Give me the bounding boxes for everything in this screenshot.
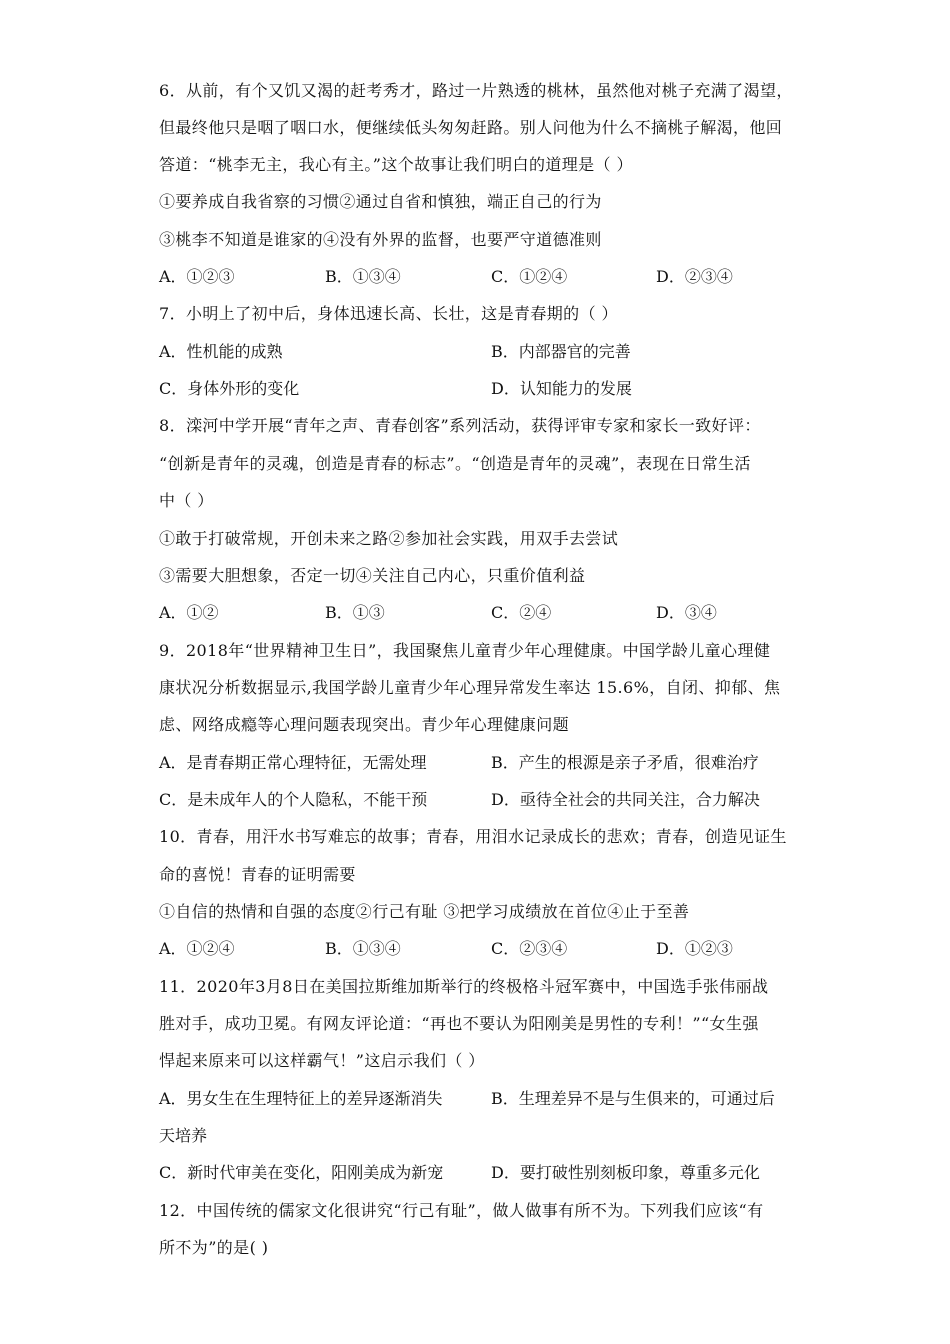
question-8-option-d[interactable]: D．③④	[656, 603, 717, 622]
question-6-statement-2: ③桃李不知道是谁家的④没有外界的监督，也要严守道德准则	[159, 230, 602, 249]
question-10-option-a[interactable]: A．①②④	[159, 939, 235, 958]
question-11-option-c[interactable]: C．新时代审美在变化，阳刚美成为新宠	[159, 1163, 444, 1182]
question-8-option-b[interactable]: B．①③	[325, 603, 385, 622]
question-9-option-c[interactable]: C．是未成年人的个人隐私，不能干预	[159, 790, 428, 809]
question-7-option-b[interactable]: B．内部器官的完善	[491, 342, 631, 361]
question-10-line-1: 10．青春，用汗水书写难忘的故事；青春，用泪水记录成长的悲欢；青春，创造见证生	[159, 827, 787, 846]
question-10-line-2: 命的喜悦！青春的证明需要	[159, 865, 356, 884]
question-11-option-a[interactable]: A．男女生在生理特征上的差异逐渐消失	[159, 1089, 443, 1108]
question-8-statement-2: ③需要大胆想象，否定一切④关注自己内心，只重价值利益	[159, 566, 586, 585]
question-10-option-c[interactable]: C．②③④	[491, 939, 568, 958]
question-11-option-b-continued: 天培养	[159, 1126, 208, 1145]
question-11-option-b[interactable]: B．生理差异不是与生俱来的，可通过后	[491, 1089, 775, 1108]
question-9-option-a[interactable]: A．是青春期正常心理特征，无需处理	[159, 753, 427, 772]
question-9-line-1: 9．2018年“世界精神卫生日”，我国聚焦儿童青少年心理健康。中国学龄儿童心理健	[159, 641, 771, 660]
question-6-option-a[interactable]: A．①②③	[159, 267, 235, 286]
question-10-option-d[interactable]: D．①②③	[656, 939, 733, 958]
question-7-line-1: 7．小明上了初中后，身体迅速长高、长壮，这是青春期的（ ）	[159, 304, 618, 323]
question-7-option-d[interactable]: D．认知能力的发展	[491, 379, 632, 398]
question-12-line-1: 12．中国传统的儒家文化很讲究“行己有耻”，做人做事有所不为。下列我们应该“有	[159, 1201, 764, 1220]
question-8-line-2: “创新是青年的灵魂，创造是青春的标志”。“创造是青年的灵魂”，表现在日常生活	[159, 454, 751, 473]
question-11-option-d[interactable]: D．要打破性别刻板印象，尊重多元化	[491, 1163, 760, 1182]
question-11-line-3: 悍起来原来可以这样霸气！”这启示我们（ ）	[159, 1051, 485, 1070]
question-8-option-a[interactable]: A．①②	[159, 603, 219, 622]
question-6-option-d[interactable]: D．②③④	[656, 267, 733, 286]
question-8-line-1: 8．滦河中学开展“青年之声、青春创客”系列活动，获得评审专家和家长一致好评：	[159, 416, 761, 435]
question-9-line-3: 虑、网络成瘾等心理问题表现突出。青少年心理健康问题	[159, 715, 570, 734]
question-10-statements: ①自信的热情和自强的态度②行己有耻 ③把学习成绩放在首位④止于至善	[159, 902, 690, 921]
question-6-line-3: 答道：“桃李无主，我心有主。”这个故事让我们明白的道理是（ ）	[159, 155, 633, 174]
question-7-option-a[interactable]: A．性机能的成熟	[159, 342, 283, 361]
question-9-option-b[interactable]: B．产生的根源是亲子矛盾，很难治疗	[491, 753, 759, 772]
question-7-option-c[interactable]: C．身体外形的变化	[159, 379, 300, 398]
question-12-line-2: 所不为”的是( )	[159, 1238, 269, 1257]
question-8-option-c[interactable]: C．②④	[491, 603, 552, 622]
question-9-option-d[interactable]: D．亟待全社会的共同关注，合力解决	[491, 790, 760, 809]
question-6-option-b[interactable]: B．①③④	[325, 267, 401, 286]
question-9-line-2: 康状况分析数据显示,我国学龄儿童青少年心理异常发生率达 15.6%，自闭、抑郁、焦	[159, 678, 781, 697]
question-8-statement-1: ①敢于打破常规，开创未来之路②参加社会实践，用双手去尝试	[159, 529, 619, 548]
question-8-line-3: 中（ ）	[159, 491, 214, 510]
question-6-line-2: 但最终他只是咽了咽口水，便继续低头匆匆赶路。别人问他为什么不摘桃子解渴，他回	[159, 118, 783, 137]
question-6-statement-1: ①要养成自我省察的习惯②通过自省和慎独，端正自己的行为	[159, 192, 602, 211]
question-10-option-b[interactable]: B．①③④	[325, 939, 401, 958]
question-6-option-c[interactable]: C．①②④	[491, 267, 568, 286]
question-11-line-1: 11．2020年3月8日在美国拉斯维加斯举行的终极格斗冠军赛中，中国选手张伟丽战	[159, 977, 769, 996]
question-11-line-2: 胜对手，成功卫冕。有网友评论道：“再也不要认为阳刚美是男性的专利！”“女生强	[159, 1014, 759, 1033]
question-6-line-1: 6．从前，有个又饥又渴的赶考秀才，路过一片熟透的桃林，虽然他对桃子充满了渴望，	[159, 81, 793, 100]
